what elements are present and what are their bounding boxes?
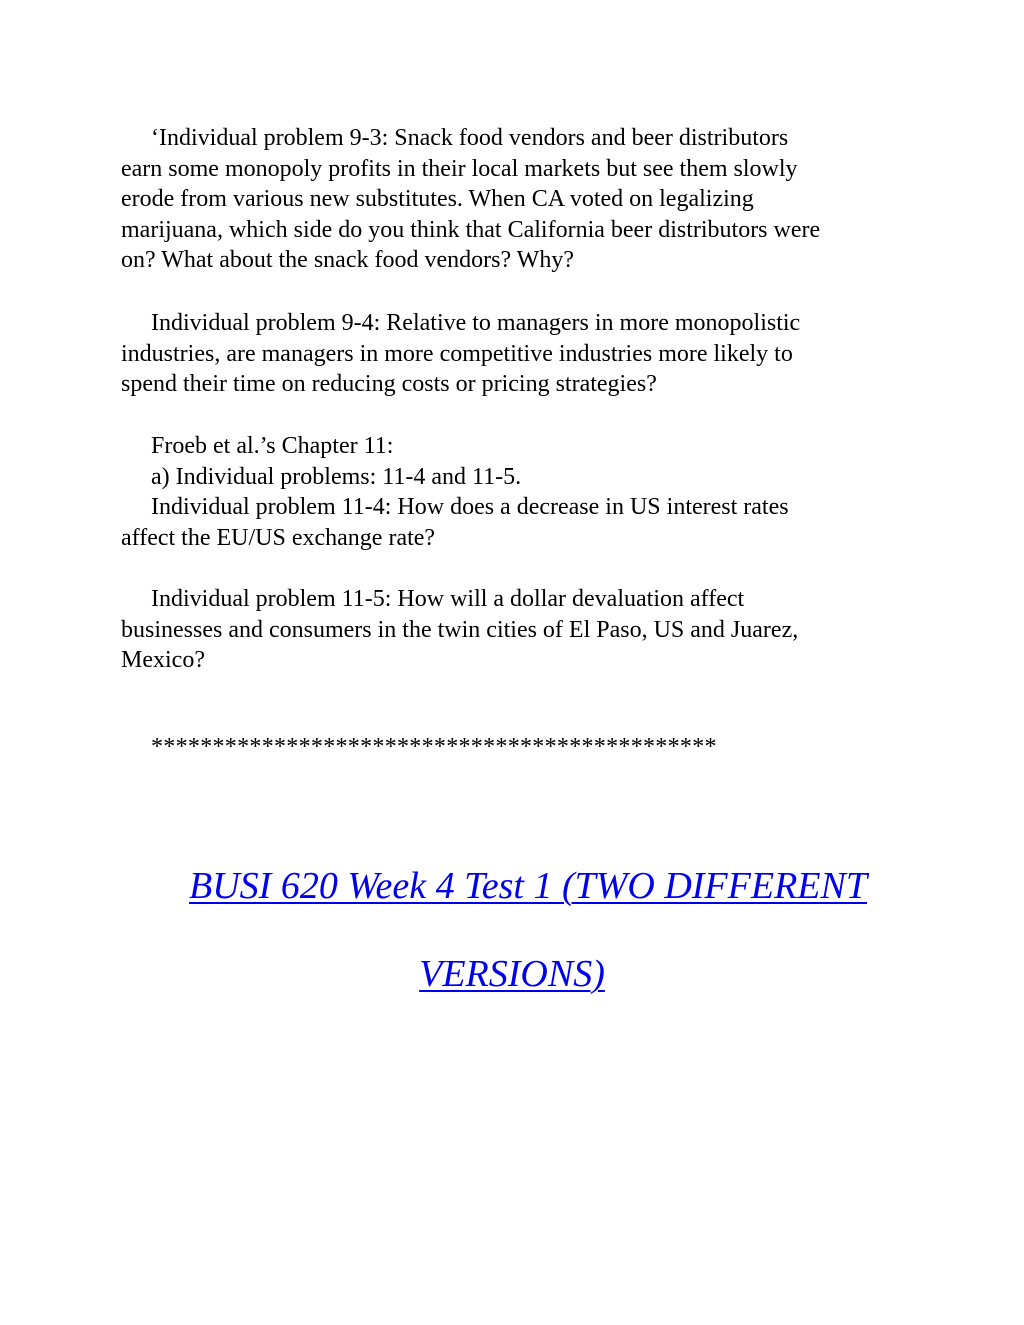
text-line: a) Individual problems: 11-4 and 11-5. [151,463,522,490]
text-line: on? What about the snack food vendors? Why? [121,247,574,273]
text-line: Individual problem 11-5: How will a dollar devaluation affect [151,586,745,612]
text-line: businesses and consumers in the twin cities of El Paso, US and Juarez, [121,616,799,643]
text-line: marijuana, which side do you think that California beer distributors were [121,216,821,243]
text-line: industries, are managers in more competitive industries more likely to [121,340,793,367]
text-line: affect the EU/US exchange rate? [121,524,436,551]
text-line: ‘Individual problem 9-3: Snack food vendors and beer distributors [151,125,789,151]
text-line: earn some monopoly profits in their local markets but see them slowly [121,155,798,182]
paragraph-chapter-11 [121,431,911,553]
text-line: erode from various new substitutes. When CA voted on legalizing [121,186,754,212]
busi-620-test-link-continued[interactable]: VERSIONS) [419,953,605,995]
separator-asterisks: ********************************************** [151,734,717,760]
busi-620-test-link[interactable]: BUSI 620 Week 4 Test 1 (TWO DIFFERENT [189,865,867,907]
text-line: spend their time on reducing costs or pricing strategies? [121,371,657,397]
text-line: Froeb et al.’s Chapter 11: [151,433,394,459]
text-line: Individual problem 11-4: How does a decrease in US interest rates [151,494,789,520]
paragraph-problem-9-3 [121,123,911,276]
text-line: Mexico? [121,647,205,673]
text-line: Individual problem 9-4: Relative to managers in more monopolistic [151,310,801,336]
paragraph-problem-11-5 [121,584,911,676]
paragraph-problem-9-4 [121,308,911,400]
